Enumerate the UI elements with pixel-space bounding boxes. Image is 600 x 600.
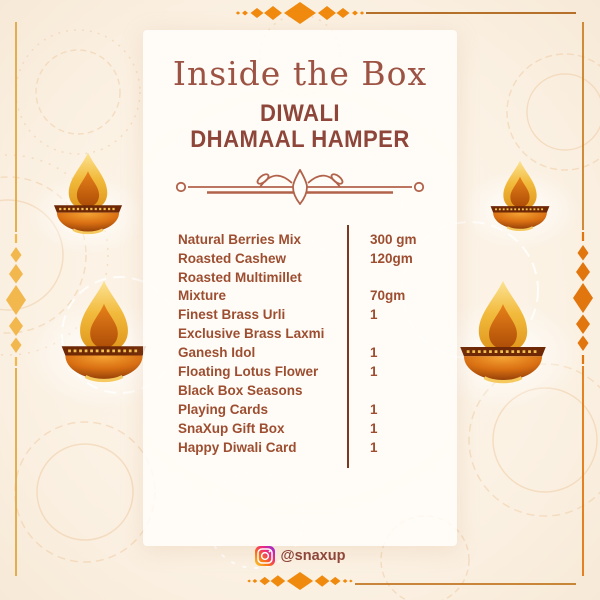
item-name: Mixture xyxy=(178,288,227,304)
item-qty: 1 xyxy=(370,307,378,323)
list-item xyxy=(178,324,440,343)
item-name: Playing Cards xyxy=(178,401,269,417)
instagram-icon xyxy=(255,546,275,566)
diamond-ornament-bottom xyxy=(247,572,352,590)
item-name: Floating Lotus Flower xyxy=(178,363,319,379)
list-item xyxy=(178,230,440,249)
item-name: Natural Berries Mix xyxy=(178,231,302,247)
hamper-name xyxy=(156,101,445,153)
page-title: Inside the Box xyxy=(172,54,428,93)
item-qty: 1 xyxy=(370,401,378,417)
item-name: Roasted Cashew xyxy=(178,250,287,266)
diamond-ornament-left xyxy=(6,234,26,366)
item-qty: 70gm xyxy=(370,288,406,304)
list-item xyxy=(178,286,440,305)
list-item xyxy=(178,419,440,438)
item-name: SnaXup Gift Box xyxy=(178,420,285,436)
list-item xyxy=(178,343,440,362)
list-item xyxy=(178,400,440,419)
item-qty: 1 xyxy=(370,345,378,361)
item-name: Happy Diwali Card xyxy=(178,439,297,455)
list-item xyxy=(178,438,440,457)
ornament-divider xyxy=(143,169,457,210)
item-qty: 120gm xyxy=(370,250,413,266)
instagram-row xyxy=(0,546,600,566)
item-name: Ganesh Idol xyxy=(178,345,256,361)
diamond-ornament-top xyxy=(236,2,364,24)
item-name: Finest Brass Urli xyxy=(178,307,286,323)
list-item xyxy=(178,381,440,400)
hamper-list xyxy=(178,230,440,457)
instagram-handle: @snaxup xyxy=(280,548,346,564)
item-qty: 300 gm xyxy=(370,231,417,247)
item-name: Exclusive Brass Laxmi xyxy=(178,326,325,342)
item-qty: 1 xyxy=(370,363,378,379)
list-item xyxy=(178,362,440,381)
item-qty: 1 xyxy=(370,439,378,455)
hamper-name-line2: DHAMAAL HAMPER xyxy=(190,125,410,153)
divider-icon xyxy=(175,169,425,205)
item-qty: 1 xyxy=(370,420,378,436)
item-name: Roasted Multimillet xyxy=(178,269,302,285)
content xyxy=(143,30,457,457)
item-name: Black Box Seasons xyxy=(178,382,303,398)
list-item xyxy=(178,268,440,287)
list-item xyxy=(178,305,440,324)
hamper-name-line1: DIWALI xyxy=(259,100,341,127)
list-item xyxy=(178,249,440,268)
